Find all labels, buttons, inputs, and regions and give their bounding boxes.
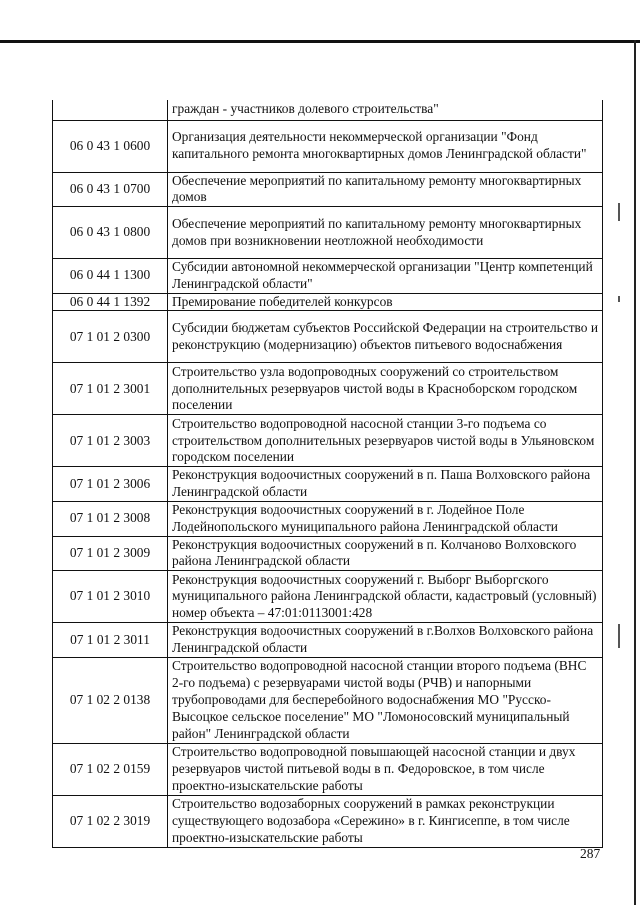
table-row: [53, 743, 603, 795]
scan-mark: [618, 203, 620, 221]
code-cell: 07 1 01 2 3003: [53, 415, 168, 467]
description-cell: Организация деятельности некоммерческой организации "Фонд капитального ремонта многоквартирных домов Ленинградской области": [168, 120, 603, 172]
table-row: [53, 415, 603, 467]
description-cell: Строительство водопроводной насосной станции 3-го подъема со строительством дополнительных резервуаров чистой воды в Ульяновском городском поселении: [168, 415, 603, 467]
description-cell: Реконструкция водоочистных сооружений в г.Волхов Волховского района Ленинградской области: [168, 623, 603, 658]
code-cell: 07 1 01 2 0300: [53, 311, 168, 363]
table-row: [53, 502, 603, 537]
page-number: 287: [580, 846, 601, 861]
table-row: [53, 207, 603, 259]
code-cell: 07 1 01 2 3001: [53, 363, 168, 415]
scan-mark: [618, 296, 620, 302]
budget-classification-table: [52, 100, 603, 848]
code-cell: 06 0 43 1 0600: [53, 120, 168, 172]
description-cell: Реконструкция водоочистных сооружений в п. Колчаново Волховского района Ленинградской области: [168, 536, 603, 571]
code-cell: [53, 100, 168, 120]
description-cell: граждан - участников долевого строительства": [168, 100, 603, 120]
table-row: [53, 259, 603, 294]
code-cell: 07 1 02 2 3019: [53, 795, 168, 847]
table-row: [53, 293, 603, 311]
code-cell: 07 1 01 2 3010: [53, 571, 168, 623]
code-cell: 07 1 01 2 3008: [53, 502, 168, 537]
table-row: [53, 363, 603, 415]
description-cell: Строительство водозаборных сооружений в рамках реконструкции существующего водозабора «Сережино» в г. Кингисеппе, в том числе проектно-изыскательские работы: [168, 795, 603, 847]
table-row: [53, 172, 603, 207]
code-cell: 07 1 01 2 3011: [53, 623, 168, 658]
table-row: [53, 657, 603, 743]
table-row: [53, 623, 603, 658]
description-cell: Строительство водопроводной насосной станции второго подъема (ВНС 2-го подъема) с резервуарами чистой воды (РЧВ) и напорными трубопроводами для бесперебойного водоснабжения МО "Русско-Высоцкое сельское поселение" МО "Ломоносовский муниципальный район" Ленинградской области: [168, 657, 603, 743]
code-cell: 06 0 44 1 1300: [53, 259, 168, 294]
code-cell: 06 0 43 1 0800: [53, 207, 168, 259]
code-cell: 07 1 01 2 3009: [53, 536, 168, 571]
table-row: [53, 571, 603, 623]
table-row: [53, 311, 603, 363]
description-cell: Строительство узла водопроводных сооружений со строительством дополнительных резервуаров чистой воды в Красноборском городском поселении: [168, 363, 603, 415]
code-cell: 07 1 02 2 0159: [53, 743, 168, 795]
code-cell: 06 0 43 1 0700: [53, 172, 168, 207]
scan-mark: [618, 624, 620, 648]
description-cell: Премирование победителей конкурсов: [168, 293, 603, 311]
table-row: [53, 467, 603, 502]
table-row: [53, 795, 603, 847]
table-row: [53, 100, 603, 120]
code-cell: 07 1 01 2 3006: [53, 467, 168, 502]
description-cell: Субсидии бюджетам субъектов Российской Федерации на строительство и реконструкцию (модернизацию) объектов питьевого водоснабжения: [168, 311, 603, 363]
description-cell: Реконструкция водоочистных сооружений в г. Лодейное Поле Лодейнопольского муниципального района Ленинградской области: [168, 502, 603, 537]
description-cell: Реконструкция водоочистных сооружений г. Выборг Выборгского муниципального района Ленинградской области, кадастровый (условный) номер объекта – 47:01:0113001:428: [168, 571, 603, 623]
description-cell: Строительство водопроводной повышающей насосной станции и двух резервуаров чистой питьевой воды в п. Федоровское, в том числе проектно-изыскательские работы: [168, 743, 603, 795]
description-cell: Реконструкция водоочистных сооружений в п. Паша Волховского района Ленинградской области: [168, 467, 603, 502]
description-cell: Обеспечение мероприятий по капитальному ремонту многоквартирных домов: [168, 172, 603, 207]
code-cell: 06 0 44 1 1392: [53, 293, 168, 311]
code-cell: 07 1 02 2 0138: [53, 657, 168, 743]
table-row: [53, 536, 603, 571]
scan-border-right: [634, 40, 636, 905]
table-row: [53, 120, 603, 172]
description-cell: Обеспечение мероприятий по капитальному ремонту многоквартирных домов при возникновении неотложной необходимости: [168, 207, 603, 259]
scan-border-top: [0, 40, 640, 43]
description-cell: Субсидии автономной некоммерческой организации "Центр компетенций Ленинградской области": [168, 259, 603, 294]
